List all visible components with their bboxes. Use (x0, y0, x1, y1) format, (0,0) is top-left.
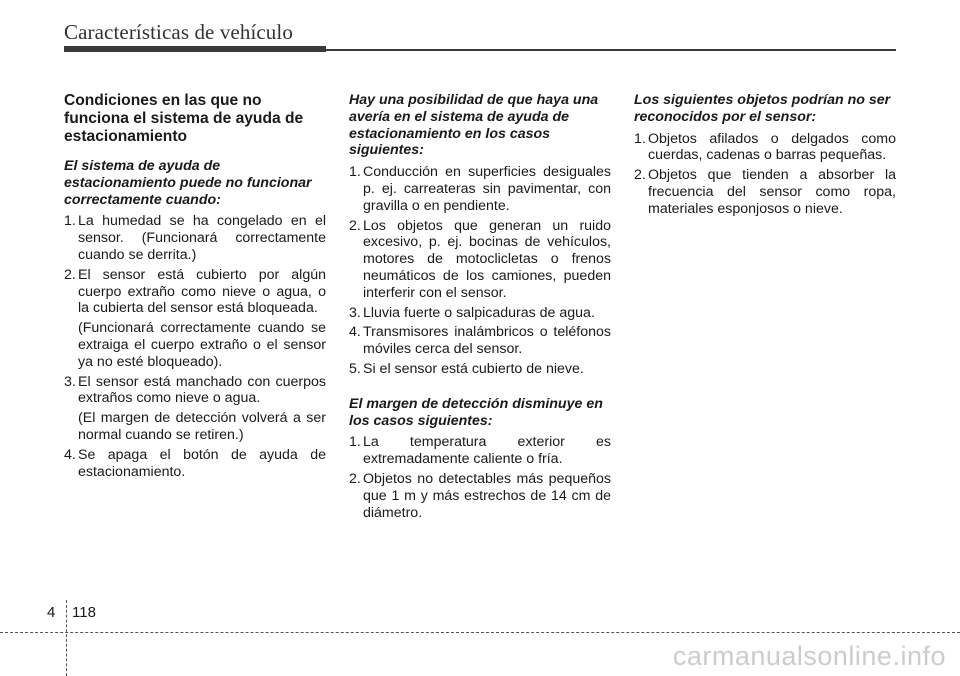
header-title: Características de vehículo (64, 20, 293, 44)
list-item: 1. Conducción en superficies desiguales p. ej. carreateras sin pavimentar, con gravilla o en pendiente. (349, 164, 611, 214)
header-rule-thick (64, 46, 326, 52)
list-item: 3. Lluvia fuerte o salpicaduras de agua. (349, 304, 595, 321)
list-item: 4. Transmisores inalámbricos o teléfonos móviles cerca del sensor. (349, 324, 611, 358)
watermark: carmanualsonline.info (672, 641, 946, 671)
failure-cases-list (349, 164, 611, 378)
subheading-detection-range: El margen de detección disminuye en los casos siguientes: (349, 395, 603, 429)
list-item: 2. Objetos no detectables más pequeños que 1 m y más estrechos de 14 cm de diámetro. (349, 470, 611, 521)
subheading-malfunction-conditions: El sistema de ayuda de estacionamiento puede no funcionar correctamente cuando: (64, 158, 312, 208)
list-item: 5. Si el sensor está cubierto de nieve. (349, 360, 584, 377)
detection-range-list (349, 434, 611, 521)
column-2 (349, 92, 611, 524)
subheading-unrecognized-objects: Los siguientes objetos podrían no ser reconocidos por el sensor: (634, 92, 891, 125)
list-item: 4. Se apaga el botón de ayuda de estacionamiento. (64, 446, 326, 480)
chapter-number: 4 (47, 604, 56, 621)
header-rule-thin (326, 49, 896, 51)
column-1 (64, 92, 326, 483)
footer-divider (66, 600, 67, 676)
page-number: 118 (72, 604, 96, 621)
list-item: 2. Los objetos que generan un ruido excesivo, p. ej. bocinas de vehículos, motores de motoclicletas o frenos neumáticos de los camiones, pueden interferir con el sensor. (349, 217, 611, 301)
section-heading: Condiciones en las que no funciona el sistema de ayuda de estacionamiento (64, 92, 304, 145)
subheading-possible-failure: Hay una posibilidad de que haya una avería en el sistema de ayuda de estacionamiento en los casos siguientes: (349, 92, 599, 159)
footer-rule (0, 632, 960, 633)
list-item: 3. El sensor está manchado con cuerpos extraños como nieve o agua. (El margen de detección volverá a ser normal cuando se retiren.) (64, 373, 326, 443)
column-3 (634, 92, 896, 221)
list-item: 1. Objetos afilados o delgados como cuerdas, cadenas o barras pequeñas. (634, 130, 896, 164)
list-item: 1. La humedad se ha congelado en el sensor. (Funcionará correctamente cuando se derrita.) (64, 213, 326, 263)
list-item-note: (El margen de detección volverá a ser normal cuando se retiren.) (78, 410, 326, 443)
list-item: 1. La temperatura exterior es extremadamente caliente o fría. (349, 434, 611, 468)
list-item: 2. Objetos que tienden a absorber la frecuencia del sensor como ropa, materiales esponjosos o nieve. (634, 167, 896, 217)
list-item: 2. El sensor está cubierto por algún cuerpo extraño como nieve o agua, o la cubierta del sensor está bloqueada. (Funcionará correctamente cuando se extraiga el cuerpo extraño o el sensor ya no esté bloqueado). (64, 266, 326, 370)
unrecognized-objects-list (634, 131, 896, 218)
conditions-list (64, 213, 326, 480)
list-item-note: (Funcionará correctamente cuando se extraiga el cuerpo extraño o el sensor ya no esté bloqueado). (78, 320, 326, 370)
